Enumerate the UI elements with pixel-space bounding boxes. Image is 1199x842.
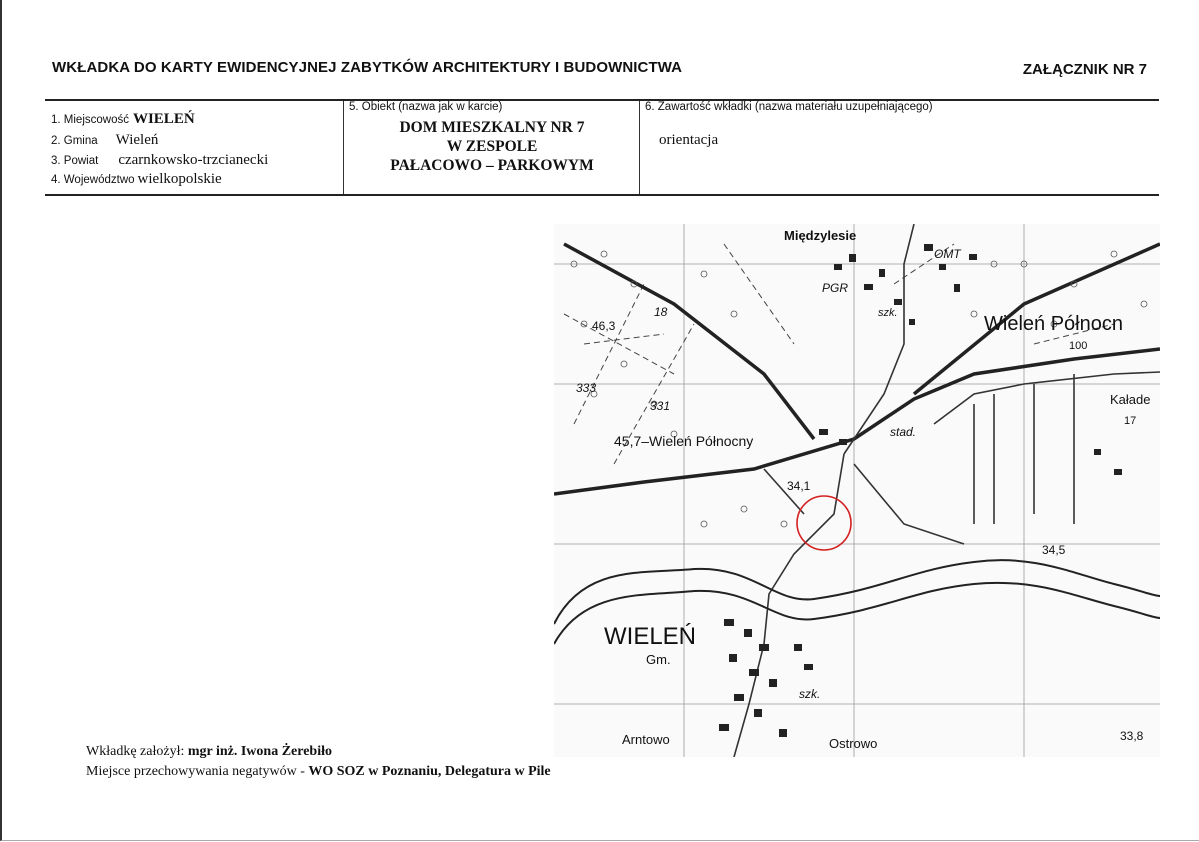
map-label-miedzylesie: Międzylesie (784, 228, 857, 243)
forest-symbols (571, 251, 1147, 527)
commune-row (51, 132, 158, 149)
map-label-szk-bottom: szk. (799, 687, 821, 701)
town-row (51, 111, 195, 128)
map-grid (554, 224, 1160, 757)
map-label-wielen: WIELEŃ (604, 623, 697, 650)
storage-label: Miejsce przechowywania negatywów - (86, 764, 305, 779)
map-drawing (554, 224, 1160, 757)
author-name: mgr inż. Iwona Żerebiło (187, 744, 332, 759)
orientation-map (554, 224, 1160, 757)
object-label: 5. Obiekt (nazwa jak w karcie) (349, 101, 503, 113)
map-label-elev-100: 100 (1069, 340, 1088, 352)
column-divider (639, 101, 640, 194)
province-value: wielkopolskie (137, 171, 222, 187)
storage-line (86, 764, 551, 780)
map-label-szk-top: szk. (878, 307, 898, 319)
content-value: orientacja (659, 132, 719, 148)
province-row (51, 171, 222, 188)
map-label-gm: Gm. (646, 652, 671, 667)
map-label-elev-341: 34,1 (787, 479, 811, 493)
commune-value: Wieleń (115, 132, 159, 148)
map-label-17: 17 (1124, 415, 1137, 427)
document-title: WKŁADKA DO KARTY EWIDENCYJNEJ ZABYTKÓW ARCHITEKTURY I BUDOWNICTWA (52, 59, 683, 76)
railway (554, 244, 1160, 494)
content-label: 6. Zawartość wkładki (nazwa materiału uzupełniającego) (645, 101, 933, 113)
county-value: czarnkowsko-trzcianecki (118, 152, 269, 168)
object-name-line: W ZESPOLE (446, 138, 538, 155)
town-value: WIELEŃ (132, 111, 195, 127)
author-line (86, 744, 332, 760)
county-label: 3. Powiat (51, 155, 99, 167)
column-divider (343, 101, 344, 194)
map-label-elev-463: 46,3 (592, 319, 616, 333)
map-label-331: 331 (650, 399, 671, 413)
map-label-elev-338: 33,8 (1120, 729, 1144, 743)
map-label-333: 333 (576, 381, 597, 395)
county-row (51, 152, 268, 169)
map-label-wielen-polnocny-mid: 45,7–Wieleń Północny (614, 433, 754, 449)
map-label-arntowo: Arntowo (622, 732, 670, 747)
commune-label: 2. Gmina (51, 135, 98, 147)
map-label-kalade: Kałade (1110, 392, 1151, 407)
object-name-line: PAŁACOWO – PARKOWYM (390, 157, 594, 174)
town-label: 1. Miejscowość (51, 114, 129, 126)
map-label-omt: OMT (934, 247, 961, 261)
map-label-elev-345: 34,5 (1042, 543, 1066, 557)
province-label: 4. Województwo (51, 174, 135, 186)
field-boundaries (564, 244, 1114, 464)
map-labels (576, 228, 1150, 751)
map-label-stad: stad. (890, 425, 917, 439)
storage-value: WO SOZ w Poznaniu, Delegatura w Pile (308, 764, 551, 779)
info-table (45, 99, 1159, 196)
map-label-18: 18 (654, 305, 668, 319)
map-label-wielen-polnocny-top: Wieleń Północn (984, 313, 1123, 335)
attachment-number: ZAŁĄCZNIK NR 7 (1022, 61, 1147, 78)
author-label: Wkładkę założył: (86, 744, 185, 759)
map-label-ostrowo: Ostrowo (829, 736, 878, 751)
object-name-line: DOM MIESZKALNY NR 7 (399, 119, 585, 136)
object-name (345, 118, 639, 175)
map-label-pgr: PGR (822, 281, 849, 295)
